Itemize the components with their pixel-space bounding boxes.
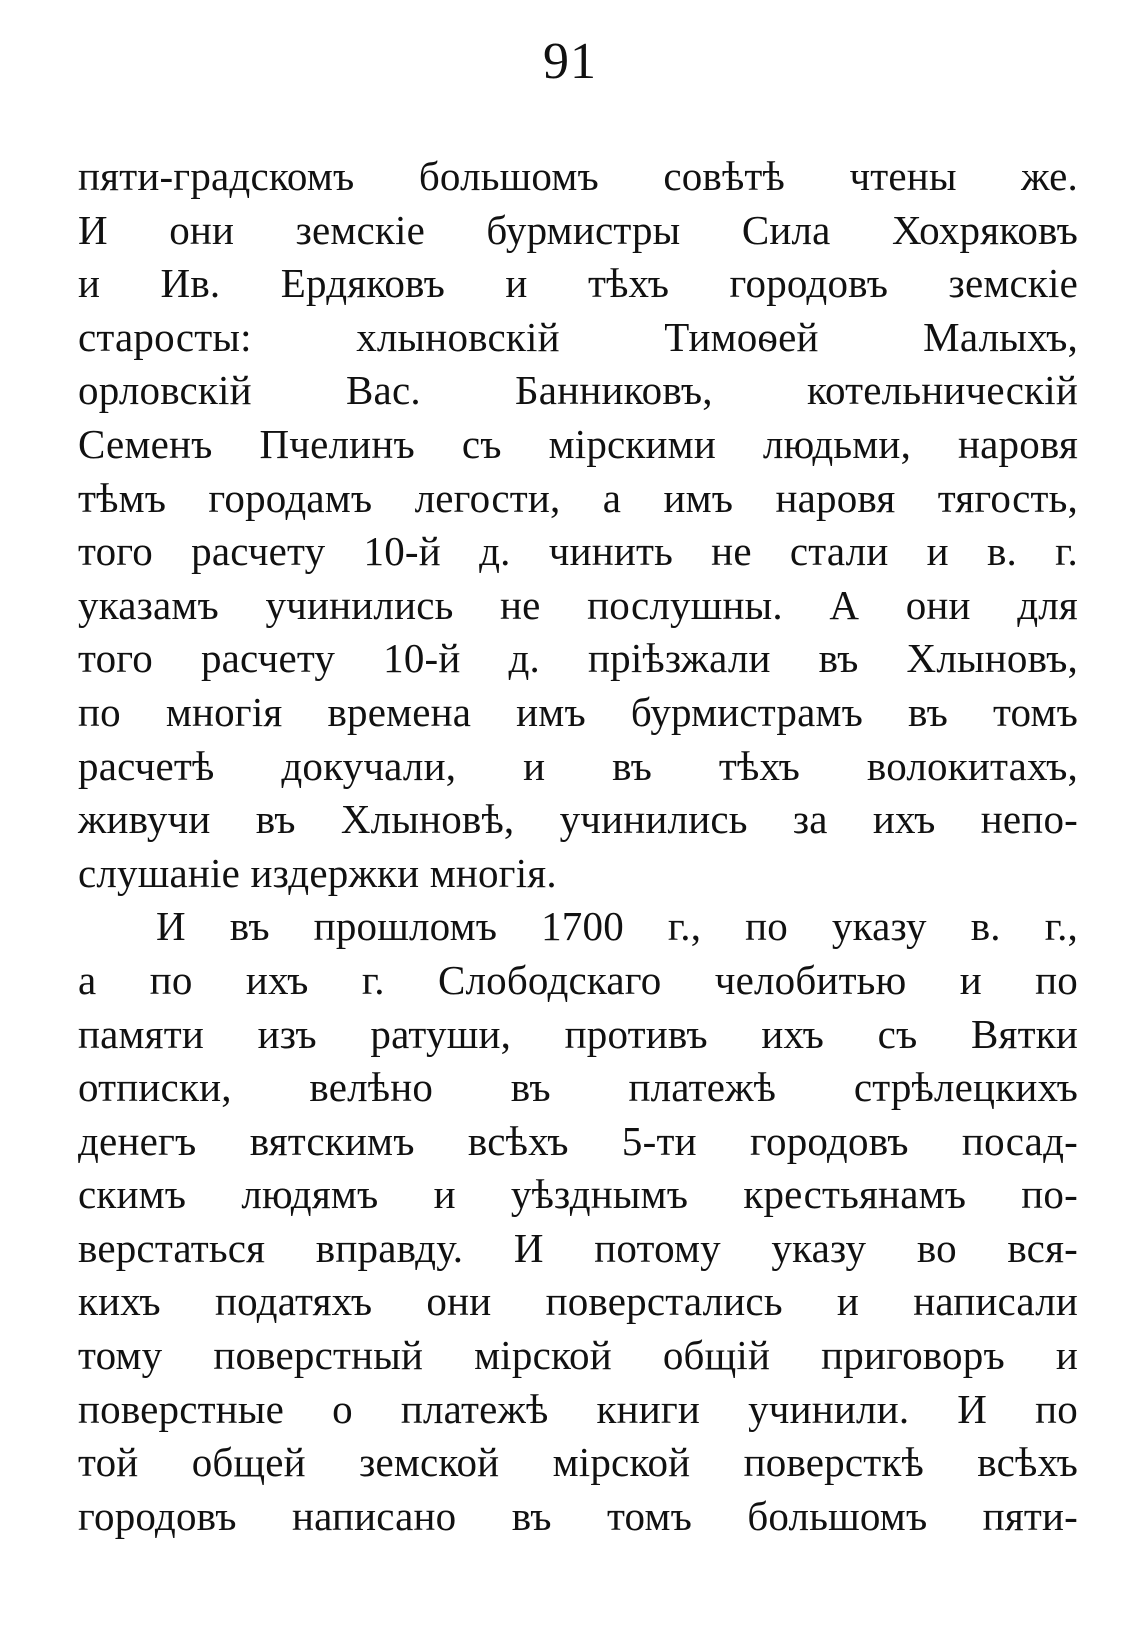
text-line: живучи въ Хлыновѣ, учинились за ихъ непо-	[78, 796, 1078, 843]
text-line: тѣмъ городамъ легости, а имъ наровя тягость,	[78, 474, 1078, 521]
text-line: скимъ людямъ и уѣзднымъ крестьянамъ по-	[78, 1171, 1078, 1218]
text-line: тому поверстный мiрской общiй приговоръ и	[78, 1332, 1078, 1379]
text-line: той общей земской мiрской поверсткѣ всѣхъ	[78, 1439, 1078, 1486]
text-line: указамъ учинились не послушны. А они для	[78, 581, 1078, 628]
text-line: денегъ вятскимъ всѣхъ 5-ти городовъ посад-	[78, 1117, 1078, 1164]
text-line: а по ихъ г. Слободскаго челобитью и по	[78, 956, 1078, 1003]
text-line: пяти-градскомъ большомъ совѣтѣ чтены же.	[78, 153, 1078, 199]
text-line: поверстные о платежѣ книги учинили. И по	[78, 1385, 1078, 1432]
text-line: слушанiе издержки многiя.	[78, 849, 557, 896]
text-line: И въ прошломъ 1700 г., по указу в. г.,	[156, 903, 1078, 950]
text-line: орловскiй Вас. Банниковъ, котельническiй	[78, 367, 1078, 414]
text-line: по многiя времена имъ бурмистрамъ въ томъ	[78, 688, 1078, 735]
text-line: Семенъ Пчелинъ съ мiрскими людьми, наровя	[78, 420, 1078, 467]
text-line: городовъ написано въ томъ большомъ пяти-	[78, 1492, 1078, 1539]
text-line: памяти изъ ратуши, противъ ихъ съ Вятки	[78, 1010, 1078, 1057]
text-line: старосты: хлыновскiй Тимоѳей Малыхъ,	[78, 313, 1078, 360]
page-number: 91	[543, 33, 597, 90]
text-line: расчетѣ докучали, и въ тѣхъ волокитахъ,	[78, 742, 1078, 789]
text-line: кихъ податяхъ они поверстались и написали	[78, 1278, 1078, 1325]
paragraph-2	[78, 900, 1078, 1543]
text-line: того расчету 10-й д. чинить не стали и в. г.	[78, 528, 1078, 575]
body-text	[78, 150, 1078, 1543]
text-line: верстаться вправду. И потому указу во вся-	[78, 1224, 1078, 1271]
paragraph-1	[78, 150, 1078, 900]
text-line: того расчету 10-й д. прiѣзжали въ Хлыновъ,	[78, 635, 1078, 682]
text-line: отписки, велѣно въ платежѣ стрѣлецкихъ	[78, 1064, 1078, 1111]
text-line: и Ив. Ердяковъ и тѣхъ городовъ земскiе	[78, 260, 1078, 307]
text-line: И они земскiе бурмистры Сила Хохряковъ	[78, 206, 1078, 253]
